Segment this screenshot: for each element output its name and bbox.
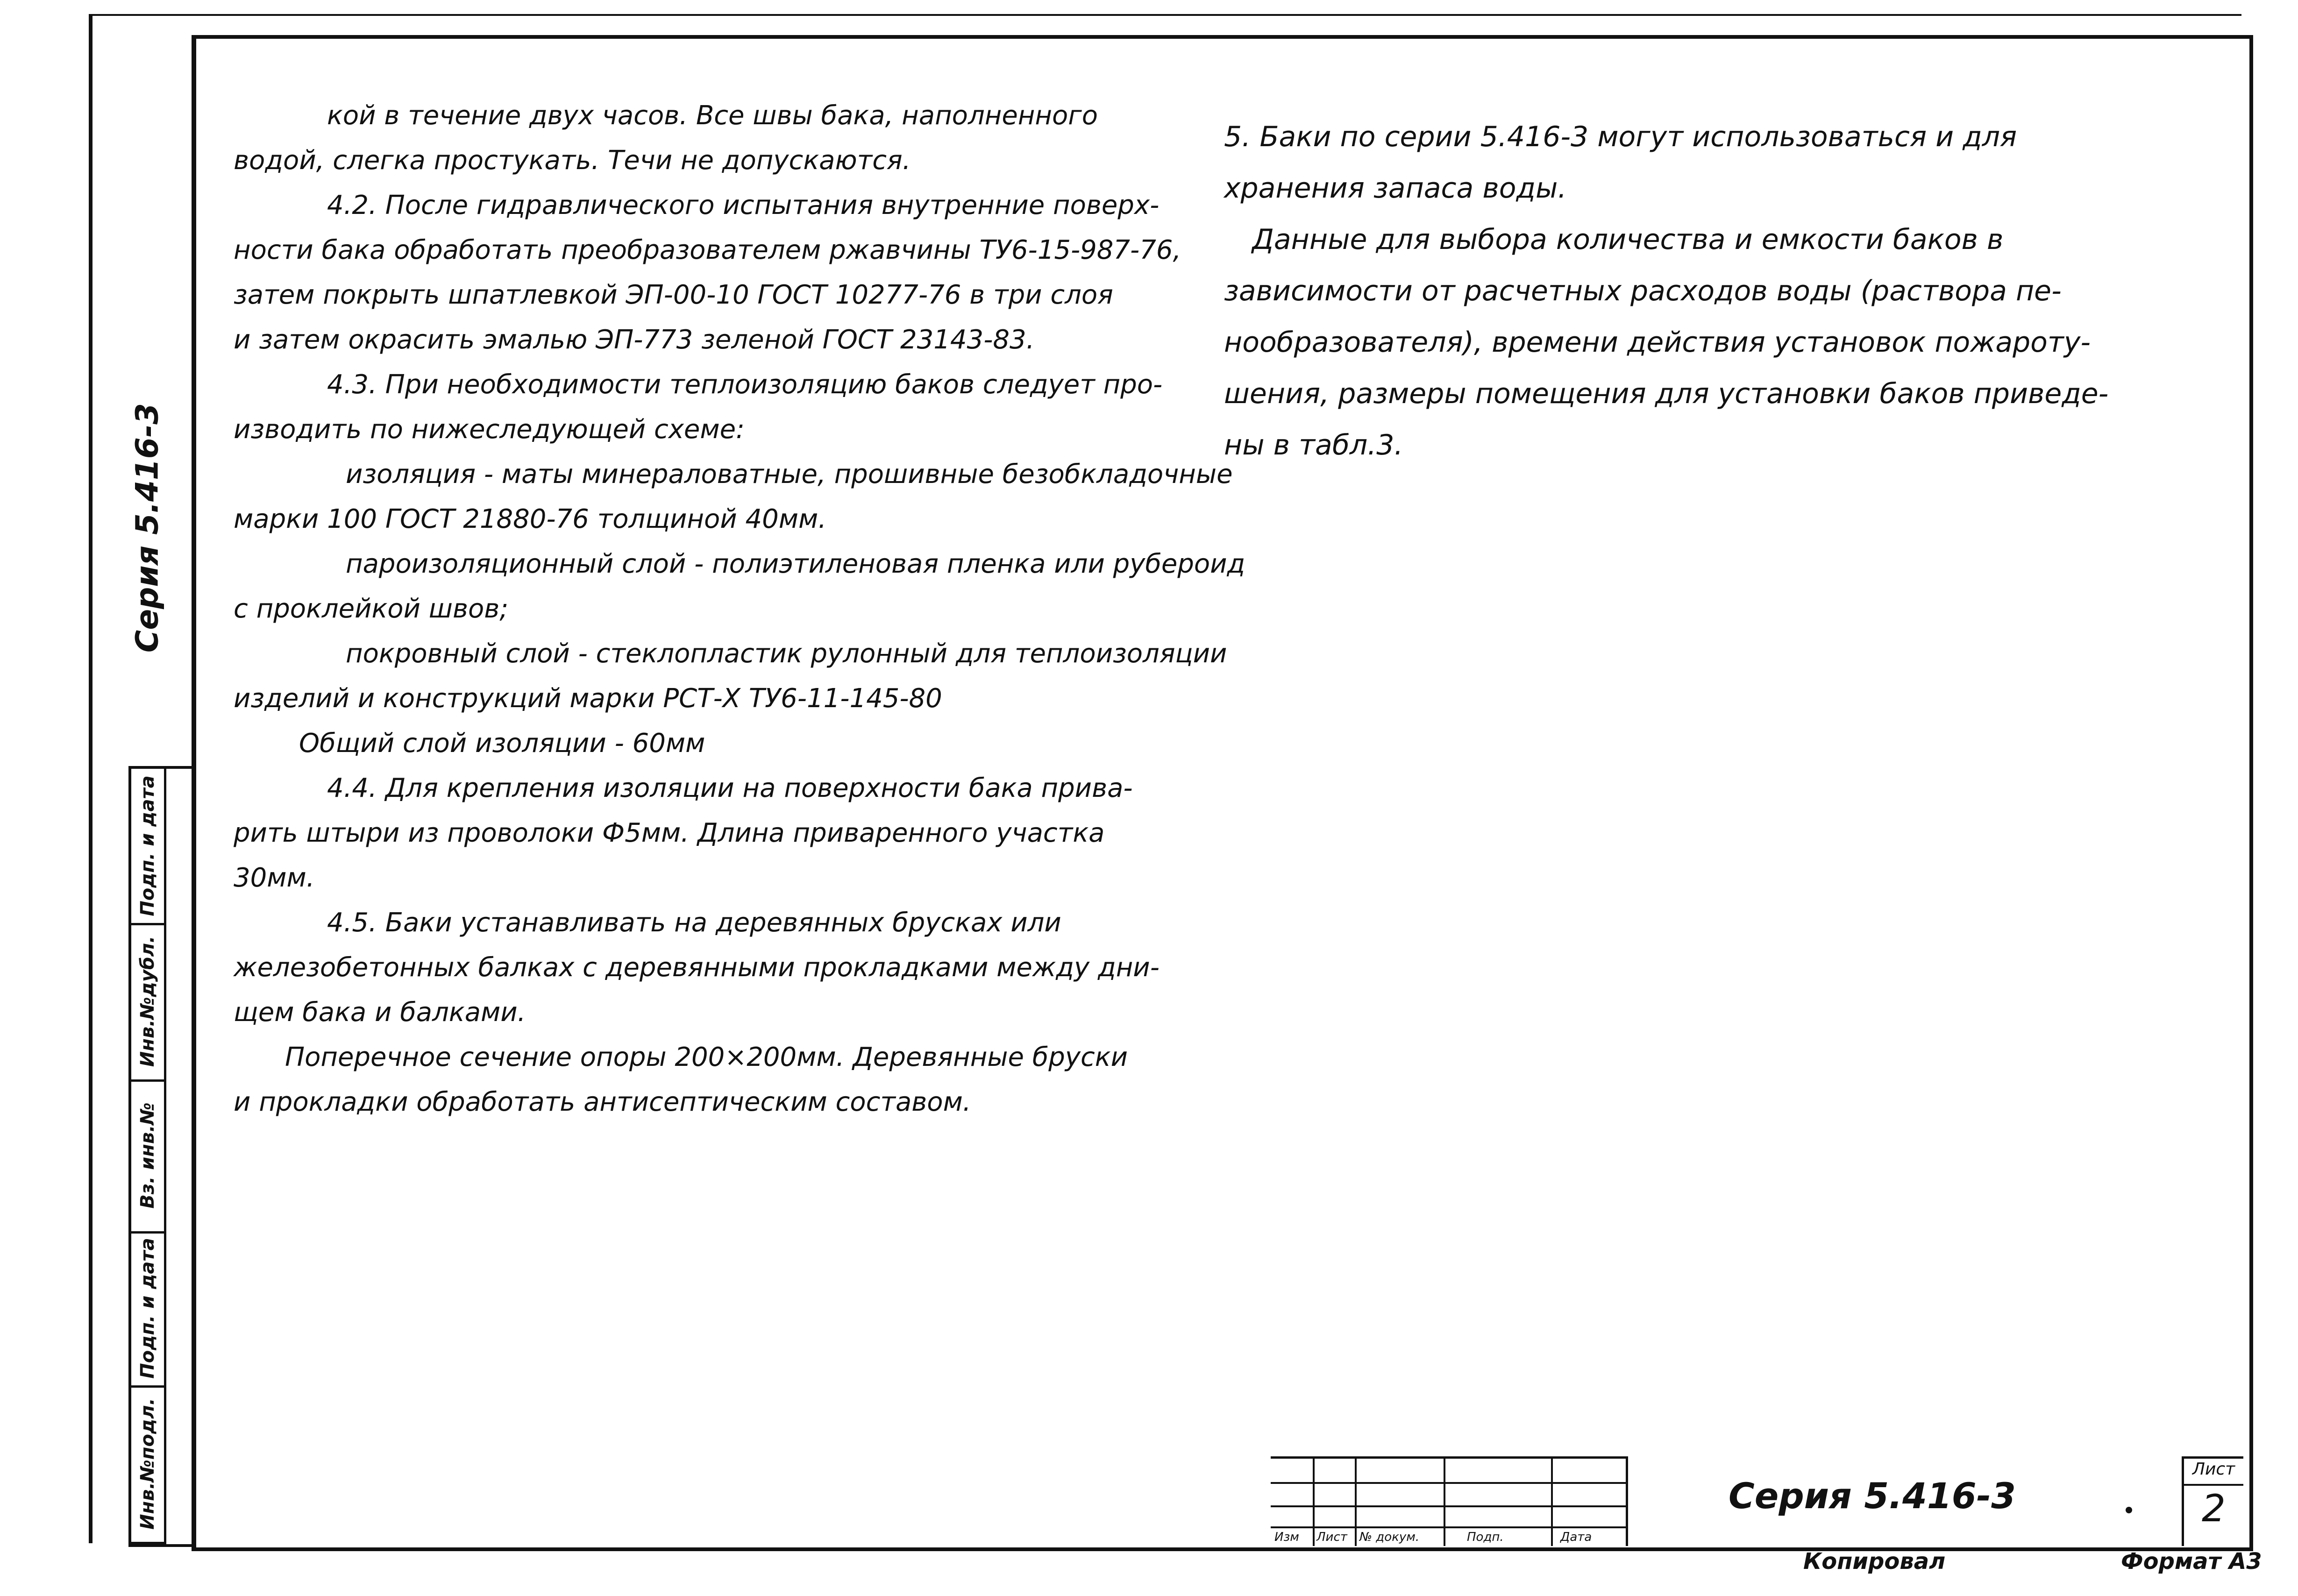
- text-line: с проклейкой швов;: [234, 594, 509, 624]
- text-line: и прокладки обработать антисептическим составом.: [234, 1087, 971, 1117]
- text-line: Данные для выбора количества и емкости баков в: [1252, 223, 2004, 256]
- title-block-series: Серия 5.416-3: [1729, 1475, 2016, 1517]
- grid-label-sheet: Лист: [1316, 1530, 1347, 1544]
- text-line: Поперечное сечение опоры 200×200мм. Деревянные бруски: [285, 1042, 1128, 1072]
- text-line: 4.5. Баки устанавливать на деревянных брусках или: [327, 908, 1061, 938]
- text-line: зависимости от расчетных расходов воды (раствора пе-: [1224, 275, 2062, 307]
- text-line: ны в табл.3.: [1224, 429, 1403, 461]
- text-line: водой, слегка простукать. Течи не допускаются.: [234, 145, 911, 176]
- text-line: рить штыри из проволоки Ф5мм. Длина приваренного участка: [234, 818, 1105, 848]
- text-line: Общий слой изоляции - 60мм: [299, 728, 705, 759]
- grid-label-doc: № докум.: [1359, 1530, 1420, 1544]
- title-block-revision-grid: [1271, 1456, 1628, 1546]
- text-line: железобетонных балках с деревянными прокладками между дни-: [234, 952, 1160, 983]
- grid-row-line: [1271, 1526, 1626, 1528]
- grid-row-line: [1271, 1482, 1626, 1484]
- sheet-number-box: [2182, 1456, 2243, 1546]
- text-line: пароизоляционный слой - полиэтиленовая пленка или рубероид: [346, 549, 1245, 579]
- text-line: 4.4. Для крепления изоляции на поверхности бака прива-: [327, 773, 1133, 803]
- grid-col-line: [1551, 1459, 1553, 1546]
- title-block: [1271, 1456, 2245, 1544]
- grid-col-line: [1355, 1459, 1357, 1546]
- text-line: покровный слой - стеклопластик рулонный для теплоизоляции: [346, 638, 1227, 669]
- text-line: изделий и конструкций марки РСТ-Х ТУ6-11-145-80: [234, 683, 942, 714]
- text-line: изводить по нижеследующей схеме:: [234, 414, 745, 445]
- side-series-text: Серия 5.416-3: [129, 403, 165, 653]
- text-line: изоляция - маты минераловатные, прошивные безобкладочные: [346, 459, 1233, 489]
- side-cell-inv-orig: Инв.№подл.: [131, 1385, 164, 1544]
- text-line: шения, размеры помещения для установки баков приведе-: [1224, 377, 2109, 410]
- right-text-column: [1224, 111, 2242, 471]
- grid-label-date: Дата: [1560, 1530, 1592, 1544]
- text-line: марки 100 ГОСТ 21880-76 толщиной 40мм.: [234, 504, 827, 534]
- text-line: кой в течение двух часов. Все швы бака, наполненного: [327, 100, 1098, 131]
- side-cell-sign-date-2: Подп. и дата: [131, 769, 164, 925]
- text-line: 5. Баки по серии 5.416-3 могут использоваться и для: [1224, 121, 2017, 153]
- text-line: нообразователя), времени действия установок пожароту-: [1224, 326, 2091, 359]
- footer-format: Формат А3: [2121, 1548, 2262, 1575]
- side-stamp-table: [128, 766, 194, 1547]
- footer-copied: Копировал: [1803, 1548, 1946, 1575]
- text-line: 30мм.: [234, 863, 315, 893]
- grid-row-line: [1271, 1505, 1626, 1507]
- sheet-number-value: 2: [2202, 1487, 2226, 1530]
- text-line: ности бака обработать преобразователем ржавчины ТУ6-15-987-76,: [234, 235, 1181, 265]
- grid-label-sign: Подп.: [1467, 1530, 1504, 1544]
- side-cell-sign-date-1: Подп. и дата: [131, 1231, 164, 1388]
- text-line: 4.2. После гидравлического испытания внутренние поверх-: [327, 190, 1160, 220]
- text-line: хранения запаса воды.: [1224, 172, 1567, 205]
- grid-col-line: [1444, 1459, 1445, 1546]
- text-line: 4.3. При необходимости теплоизоляцию баков следует про-: [327, 369, 1163, 400]
- text-line: щем бака и балками.: [234, 997, 526, 1028]
- text-line: и затем окрасить эмалью ЭП-773 зеленой ГОСТ 23143-83.: [234, 325, 1035, 355]
- side-cell-inv-dup: Инв.№дубл.: [131, 923, 164, 1082]
- side-cell-replace-inv: Вз. инв.№: [131, 1079, 164, 1234]
- text-line: затем покрыть шпатлевкой ЭП-00-10 ГОСТ 10277-76 в три слоя: [234, 280, 1113, 310]
- title-block-dot: [2126, 1507, 2132, 1513]
- side-stamp-column-divider: [164, 769, 166, 1544]
- left-text-column: [234, 93, 1245, 1125]
- sheet-number-label: Лист: [2184, 1460, 2243, 1486]
- grid-label-change: Изм: [1274, 1530, 1299, 1544]
- side-series-label: [107, 388, 187, 668]
- grid-col-line: [1313, 1459, 1315, 1546]
